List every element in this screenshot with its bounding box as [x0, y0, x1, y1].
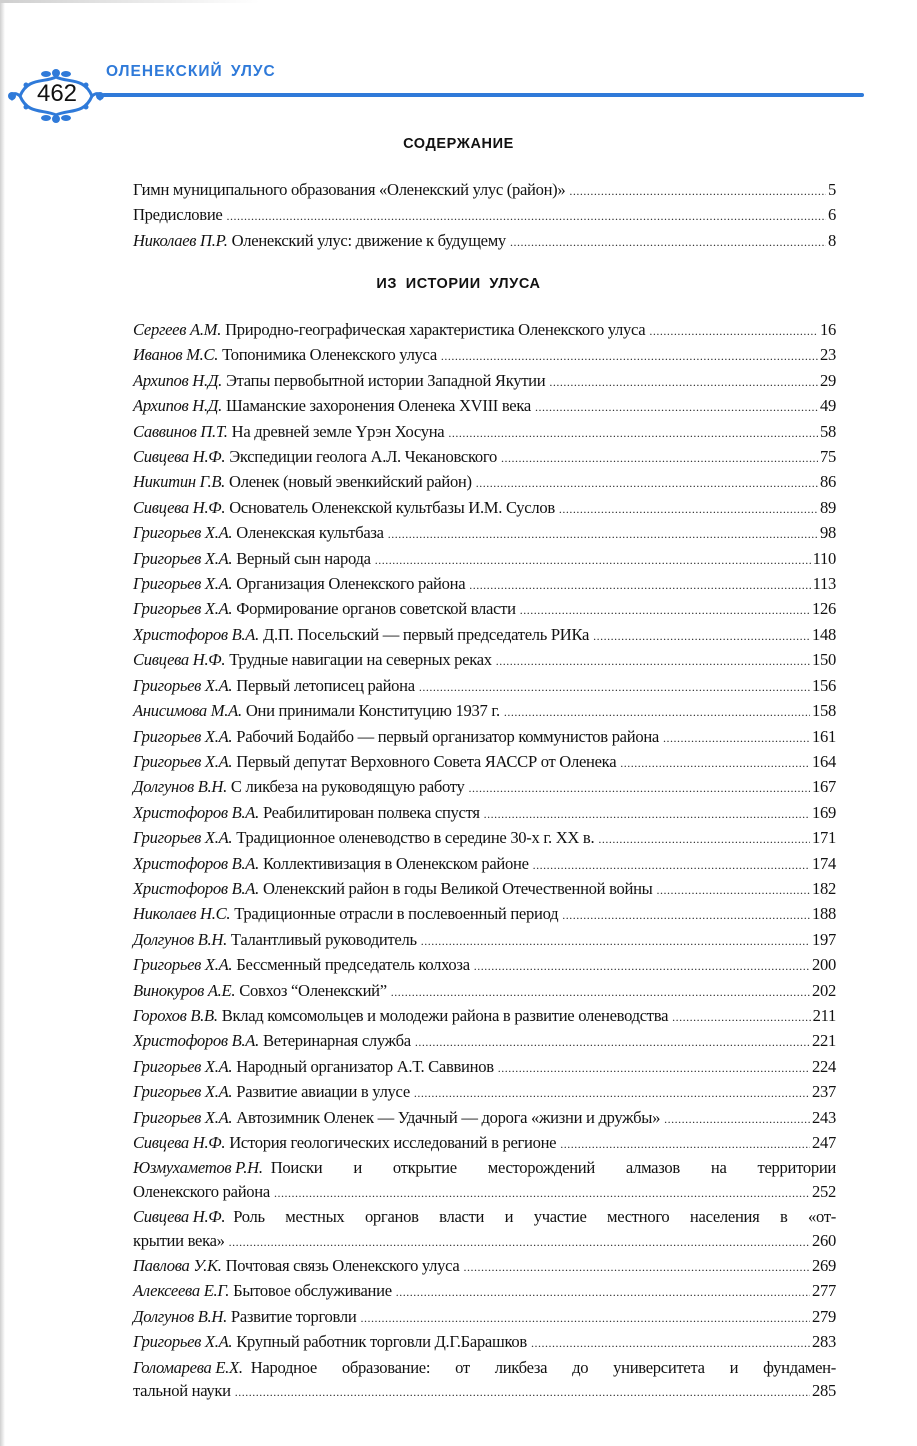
dot-leader: [476, 472, 818, 495]
toc-page-number: 197: [812, 929, 836, 949]
dot-leader: [469, 777, 810, 800]
toc-author: Долгунов В.Н.: [133, 929, 227, 949]
toc-entry[interactable]: [133, 750, 836, 775]
toc-title-continued: Оленекского района: [133, 1181, 270, 1201]
toc-author: Григорьев Х.А.: [133, 726, 233, 746]
toc-page-number: 29: [820, 370, 836, 390]
toc-author: Григорьев Х.А.: [133, 955, 233, 975]
dot-leader: [496, 650, 810, 673]
toc-page-number: 98: [820, 523, 836, 543]
toc-entry[interactable]: [133, 229, 836, 254]
toc-page-number: 243: [812, 1107, 836, 1127]
toc-author: Николаев П.Р.: [133, 230, 228, 250]
toc-author: Григорьев Х.А.: [133, 548, 233, 568]
toc-title: Бессменный председатель колхоза: [236, 955, 470, 975]
toc-author: Юзмухаметов Р.Н.: [133, 1158, 263, 1178]
dot-leader: [375, 549, 811, 572]
toc-page-number: 158: [812, 701, 836, 721]
toc-entry[interactable]: [133, 826, 836, 851]
toc-page-number: 224: [812, 1056, 836, 1076]
toc-entry[interactable]: [133, 674, 836, 699]
toc-title: Оленекский район в годы Великой Отечественной войны: [262, 878, 653, 898]
toc-page-number: 49: [820, 396, 836, 416]
toc-entry[interactable]: [133, 203, 836, 228]
toc-title: Автозимник Оленек — Удачный — дорога «жизни и дружбы»: [236, 1107, 661, 1127]
toc-page-number: 237: [812, 1082, 836, 1102]
page-number: 462: [36, 80, 78, 107]
toc-author: Григорьев Х.А.: [133, 675, 233, 695]
dot-leader: [474, 955, 810, 978]
dot-leader: [620, 752, 810, 775]
toc-entry[interactable]: [133, 928, 836, 953]
toc-title: История геологических исследований в регионе: [229, 1133, 557, 1152]
toc-entry[interactable]: [133, 1080, 836, 1105]
dot-leader: [396, 1281, 810, 1304]
page-header: [0, 55, 917, 135]
toc-title: Первый летописец района: [236, 675, 415, 695]
dot-leader: [419, 676, 810, 699]
toc-page-number: 221: [812, 1031, 836, 1051]
dot-leader: [520, 599, 810, 622]
toc-title: Оленекская культбаза: [236, 523, 384, 543]
toc-entry[interactable]: [133, 953, 836, 978]
toc-author: Горохов В.В.: [133, 1005, 218, 1025]
dot-leader: [414, 1082, 810, 1105]
toc-page-number: 269: [812, 1256, 836, 1276]
toc-title: Рабочий Бодайбо — первый организатор коммунистов района: [236, 726, 659, 746]
toc-title: Ветеринарная служба: [262, 1031, 411, 1051]
toc-entry[interactable]: [133, 1254, 836, 1279]
toc-page-number: 285: [812, 1381, 836, 1401]
toc-author: Григорьев Х.А.: [133, 828, 233, 848]
toc-title: Первый депутат Верховного Совета ЯАССР от Оленека: [236, 751, 617, 771]
header-rule: [102, 93, 864, 97]
toc-author: Григорьев Х.А.: [133, 751, 233, 771]
toc-title: Оленекский улус: движение к будущему: [231, 230, 506, 250]
toc-title: Топонимика Оленекского улуса: [222, 345, 437, 365]
toc-history: [133, 318, 836, 1404]
toc-author: Архипов Н.Д.: [133, 370, 222, 390]
toc-page-number: 150: [812, 650, 836, 670]
toc-title: Развитие авиации в улусе: [236, 1082, 410, 1102]
dot-leader: [391, 981, 810, 1004]
toc-author: Григорьев Х.А.: [133, 574, 233, 594]
toc-entry[interactable]: [133, 470, 836, 495]
dot-leader: [593, 625, 810, 648]
toc-entry[interactable]: [133, 1356, 836, 1405]
toc-page-number: 8: [828, 230, 836, 250]
toc-title: Д.П. Посельский — первый председатель РИКа: [262, 624, 590, 644]
history-heading: ИЗ ИСТОРИИ УЛУСА: [376, 276, 541, 292]
toc-author: Григорьев Х.А.: [133, 523, 233, 543]
dot-leader: [657, 879, 811, 902]
toc-title: Предисловие: [133, 205, 223, 225]
dot-leader: [562, 904, 810, 927]
toc-page-number: 5: [828, 180, 836, 199]
toc-entry[interactable]: [133, 648, 836, 673]
toc-title: Трудные навигации на северных реках: [229, 650, 492, 670]
page-edge-top: [0, 0, 260, 3]
toc-page-number: 211: [812, 1005, 836, 1025]
toc-title: С ликбеза на руководящую работу: [230, 777, 465, 797]
toc-page-number: 182: [812, 878, 836, 898]
toc-page-number: 167: [812, 777, 836, 797]
dot-leader: [448, 422, 818, 445]
dot-leader: [533, 854, 810, 877]
toc-author: Сивцева Н.Ф.: [133, 1133, 226, 1152]
toc-entry[interactable]: [133, 775, 836, 800]
toc-entry[interactable]: [133, 623, 836, 648]
toc-entry[interactable]: [133, 902, 836, 927]
toc-author: Николаев Н.С.: [133, 904, 231, 924]
toc-page-number: 279: [812, 1306, 836, 1326]
toc-entry[interactable]: [133, 877, 836, 902]
toc-title: Роль местных органов власти и участие местного населения в «от-: [233, 1207, 836, 1227]
toc-page-number: 200: [812, 955, 836, 975]
dot-leader: [498, 1057, 810, 1080]
toc-title: Гимн муниципального образования «Оленекский улус (район)»: [133, 180, 566, 199]
toc-title: Народный организатор А.Т. Саввинов: [236, 1056, 494, 1076]
toc-entry[interactable]: [133, 547, 836, 572]
toc-title: Традиционное оленеводство в середине 30-х г. XX в.: [236, 828, 595, 848]
toc-author: Саввинов П.Т.: [133, 421, 228, 441]
dot-leader: [531, 1332, 810, 1355]
toc-title: Бытовое обслуживание: [233, 1281, 392, 1301]
dot-leader: [484, 803, 810, 826]
toc-page-number: 75: [820, 447, 836, 467]
dot-leader: [469, 574, 810, 597]
dot-leader: [535, 396, 818, 419]
toc-entry[interactable]: [133, 597, 836, 622]
toc-author: Анисимова М.А.: [133, 701, 242, 721]
toc-title: Народное образование: от ликбеза до университета и фундамен-: [250, 1357, 836, 1377]
dot-leader: [388, 523, 818, 546]
toc-page-number: 126: [812, 599, 836, 619]
dot-leader: [504, 701, 810, 724]
toc-author: Христофоров В.А.: [133, 624, 259, 644]
dot-leader: [235, 1381, 810, 1404]
toc-author: Григорьев Х.А.: [133, 1107, 233, 1127]
toc-page-number: 277: [812, 1281, 836, 1301]
toc-entry[interactable]: [133, 852, 836, 877]
toc-page-number: 148: [812, 624, 836, 644]
toc-page-number: 23: [820, 345, 836, 365]
toc-author: Христофоров В.А.: [133, 802, 259, 822]
toc-author: Сивцева Н.Ф.: [133, 447, 226, 467]
toc-entry[interactable]: [133, 572, 836, 597]
dot-leader: [598, 828, 810, 851]
toc-author: Павлова У.К.: [133, 1256, 222, 1276]
toc-page-number: 16: [820, 320, 836, 339]
dot-leader: [569, 180, 826, 203]
toc-title: Коллективизация в Оленекском районе: [262, 853, 529, 873]
toc-entry[interactable]: [133, 1305, 836, 1330]
page-edge: [0, 0, 5, 1446]
dot-leader: [441, 345, 818, 368]
toc-author: Долгунов В.Н.: [133, 1306, 227, 1326]
dot-leader: [274, 1182, 810, 1205]
toc-page-number: 89: [820, 497, 836, 517]
toc-page-number: 110: [812, 548, 836, 568]
toc-page-number: 58: [820, 421, 836, 441]
toc-page-number: 283: [812, 1332, 836, 1352]
dot-leader: [559, 498, 818, 521]
toc-entry[interactable]: [133, 801, 836, 826]
toc-page-number: 169: [812, 802, 836, 822]
toc-entry[interactable]: [133, 445, 836, 470]
toc-page-number: 188: [812, 904, 836, 924]
toc-title: Этапы первобытной истории Западной Якутии: [225, 370, 546, 390]
toc-entry[interactable]: [133, 1055, 836, 1080]
dot-leader: [649, 320, 818, 343]
toc-title: Природно-географическая характеристика Оленекского улуса: [225, 320, 646, 339]
toc-author: Долгунов В.Н.: [133, 777, 227, 797]
toc-title: Оленек (новый эвенкийский район): [229, 472, 472, 492]
toc-title: Организация Оленекского района: [236, 574, 466, 594]
toc-page-number: 164: [812, 751, 836, 771]
toc-author: Алексеева Е.Г.: [133, 1281, 230, 1301]
toc-title: Совхоз “Оленекский”: [239, 980, 387, 1000]
toc-entry[interactable]: [133, 496, 836, 521]
toc-title: Шаманские захоронения Оленека XVIII века: [225, 396, 531, 416]
toc-title-continued: крытии века»: [133, 1230, 225, 1250]
toc-author: Сивцева Н.Ф.: [133, 650, 226, 670]
toc-entry[interactable]: [133, 725, 836, 750]
dot-leader: [415, 1031, 810, 1054]
toc-title: Вклад комсомольцев и молодежи района в развитие оленеводства: [221, 1005, 669, 1025]
toc-contents: [133, 178, 836, 254]
toc-title: Крупный работник торговли Д.Г.Барашков: [236, 1332, 527, 1352]
toc-title: Поиски и открытие месторождений алмазов на территории: [270, 1158, 836, 1178]
toc-entry[interactable]: [133, 1106, 836, 1131]
toc-entry[interactable]: [133, 1279, 836, 1304]
toc-page-number: 202: [812, 980, 836, 1000]
toc-page-number: 113: [812, 574, 836, 594]
toc-entry[interactable]: [133, 1330, 836, 1355]
toc-author: Голомарева Е.Х.: [133, 1357, 243, 1377]
toc-author: Сивцева Н.Ф.: [133, 1207, 226, 1227]
toc-title: Верный сын народа: [236, 548, 371, 568]
toc-author: Григорьев Х.А.: [133, 1332, 233, 1352]
toc-title: Реабилитирован полвека спустя: [262, 802, 480, 822]
dot-leader: [560, 1133, 810, 1156]
toc-title: Почтовая связь Оленекского улуса: [225, 1256, 460, 1276]
toc-entry[interactable]: [133, 1156, 836, 1205]
running-title: ОЛЕНЕКСКИЙ УЛУС: [106, 63, 276, 80]
toc-page-number: 247: [812, 1133, 836, 1152]
toc-author: Григорьев Х.А.: [133, 1056, 233, 1076]
toc-author: Никитин Г.В.: [133, 472, 226, 492]
toc-page-number: 86: [820, 472, 836, 492]
toc-entry[interactable]: [133, 979, 836, 1004]
toc-entry[interactable]: [133, 178, 836, 203]
toc-author: Христофоров В.А.: [133, 1031, 259, 1051]
dot-leader: [664, 1108, 810, 1131]
toc-entry[interactable]: [133, 343, 836, 368]
toc-entry[interactable]: [133, 420, 836, 445]
toc-entry[interactable]: [133, 394, 836, 419]
toc-author: Григорьев Х.А.: [133, 1082, 233, 1102]
toc-title: На древней земле Үрэн Хосуна: [231, 421, 445, 441]
toc-title: Формирование органов советской власти: [236, 599, 516, 619]
toc-page-number: 6: [828, 205, 836, 225]
toc-entry[interactable]: [133, 1004, 836, 1029]
toc-page-number: 171: [812, 828, 836, 848]
toc-author: Архипов Н.Д.: [133, 396, 222, 416]
toc-author: Христофоров В.А.: [133, 878, 259, 898]
toc-page-number: 156: [812, 675, 836, 695]
dot-leader: [226, 205, 826, 228]
toc-page-number: 260: [812, 1230, 836, 1250]
dot-leader: [663, 727, 810, 750]
toc-entry[interactable]: [133, 1029, 836, 1054]
toc-title: Они принимали Конституцию 1937 г.: [245, 701, 500, 721]
dot-leader: [501, 447, 818, 470]
toc-page-number: 174: [812, 853, 836, 873]
toc-title: Развитие торговли: [230, 1306, 357, 1326]
toc-author: Григорьев Х.А.: [133, 599, 233, 619]
toc-entry[interactable]: [133, 1205, 836, 1254]
toc-title: Талантливый руководитель: [230, 929, 417, 949]
toc-entry[interactable]: [133, 318, 836, 343]
toc-author: Винокуров А.Е.: [133, 980, 236, 1000]
toc-author: Сивцева Н.Ф.: [133, 497, 226, 517]
dot-leader: [464, 1256, 811, 1279]
toc-author: Иванов М.С.: [133, 345, 219, 365]
dot-leader: [549, 371, 818, 394]
toc-entry[interactable]: [133, 699, 836, 724]
toc-title-continued: тальной науки: [133, 1381, 231, 1401]
dot-leader: [510, 231, 826, 254]
toc-author: Сергеев А.М.: [133, 320, 222, 339]
toc-title: Традиционные отрасли в послевоенный период: [234, 904, 559, 924]
dot-leader: [360, 1307, 810, 1330]
toc-title: Основатель Оленекской культбазы И.М. Суслов: [229, 497, 555, 517]
toc-entry[interactable]: [133, 369, 836, 394]
toc-entry[interactable]: [133, 1131, 836, 1156]
toc-page-number: 252: [812, 1181, 836, 1201]
toc-title: Экспедиции геолога А.Л. Чекановского: [229, 447, 497, 467]
dot-leader: [229, 1231, 810, 1254]
toc-author: Христофоров В.А.: [133, 853, 259, 873]
dot-leader: [421, 930, 810, 953]
contents-heading: СОДЕРЖАНИЕ: [403, 136, 514, 152]
toc-entry[interactable]: [133, 521, 836, 546]
dot-leader: [672, 1006, 810, 1029]
toc-page-number: 161: [812, 726, 836, 746]
